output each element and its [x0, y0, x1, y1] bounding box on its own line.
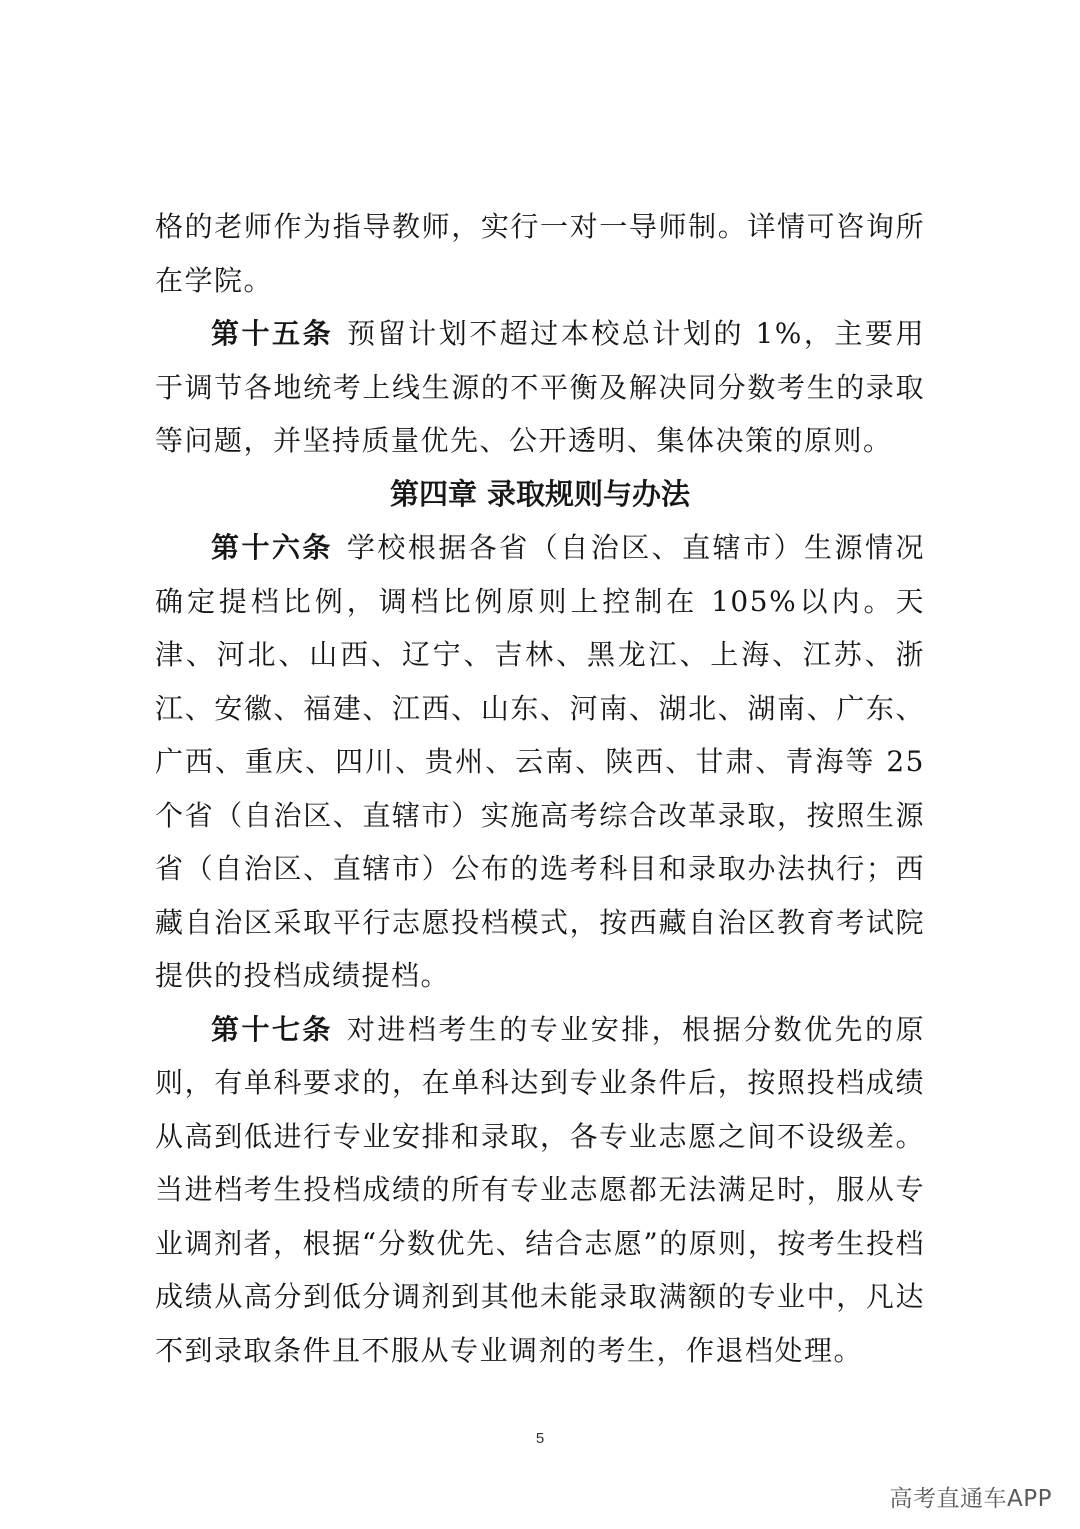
paragraph-continued: 格的老师作为指导教师，实行一对一导师制。详情可咨询所在学院。	[155, 210, 925, 297]
page-number: 5	[535, 1430, 545, 1447]
article-15-number: 第十五条	[211, 317, 334, 350]
article-16-text: 学校根据各省（自治区、直辖市）生源情况确定提档比例，调档比例原则上控制在 105%以内。天津、河北、山西、辽宁、吉林、黑龙江、上海、江苏、浙江、安徽、福建、江西、山东、河南、湖北、湖南、广东、广西、重庆、四川、贵州、云南、陕西、甘肃、青海等 25 个省（自治区、直辖市）实施高考综合改革录取，按照生源省（自治区、直辖市）公布的选考科目和录取办法执行；西藏自治区采取平行志愿投档模式，按西藏自治区教育考试院提供的投档成绩提档。	[155, 531, 925, 992]
article-16	[155, 521, 925, 1003]
article-17-number: 第十七条	[211, 1012, 333, 1046]
app-watermark: 高考直通车APP	[889, 1486, 1052, 1512]
article-17-text: 对进档考生的专业安排，根据分数优先的原则，有单科要求的，在单科达到专业条件后，按照投档成绩从高到低进行专业安排和录取，各专业志愿之间不设级差。当进档考生投档成绩的所有专业志愿都无法满足时，服从专业调剂者，根据“分数优先、结合志愿”的原则，按考生投档成绩从高分到低分调剂到其他未能录取满额的专业中，凡达不到录取条件且不服从专业调剂的考生，作退档处理。	[155, 1012, 925, 1367]
article-17	[155, 1003, 925, 1378]
chapter-title: 第四章 录取规则与办法	[389, 476, 691, 511]
document-body	[155, 200, 925, 1377]
article-15-text: 预留计划不超过本校总计划的 1%，主要用于调节各地统考上线生源的不平衡及解决同分数考生的录取等问题，并坚持质量优先、公开透明、集体决策的原则。	[155, 317, 925, 457]
article-15	[155, 307, 925, 468]
article-16-number: 第十六条	[211, 531, 333, 564]
